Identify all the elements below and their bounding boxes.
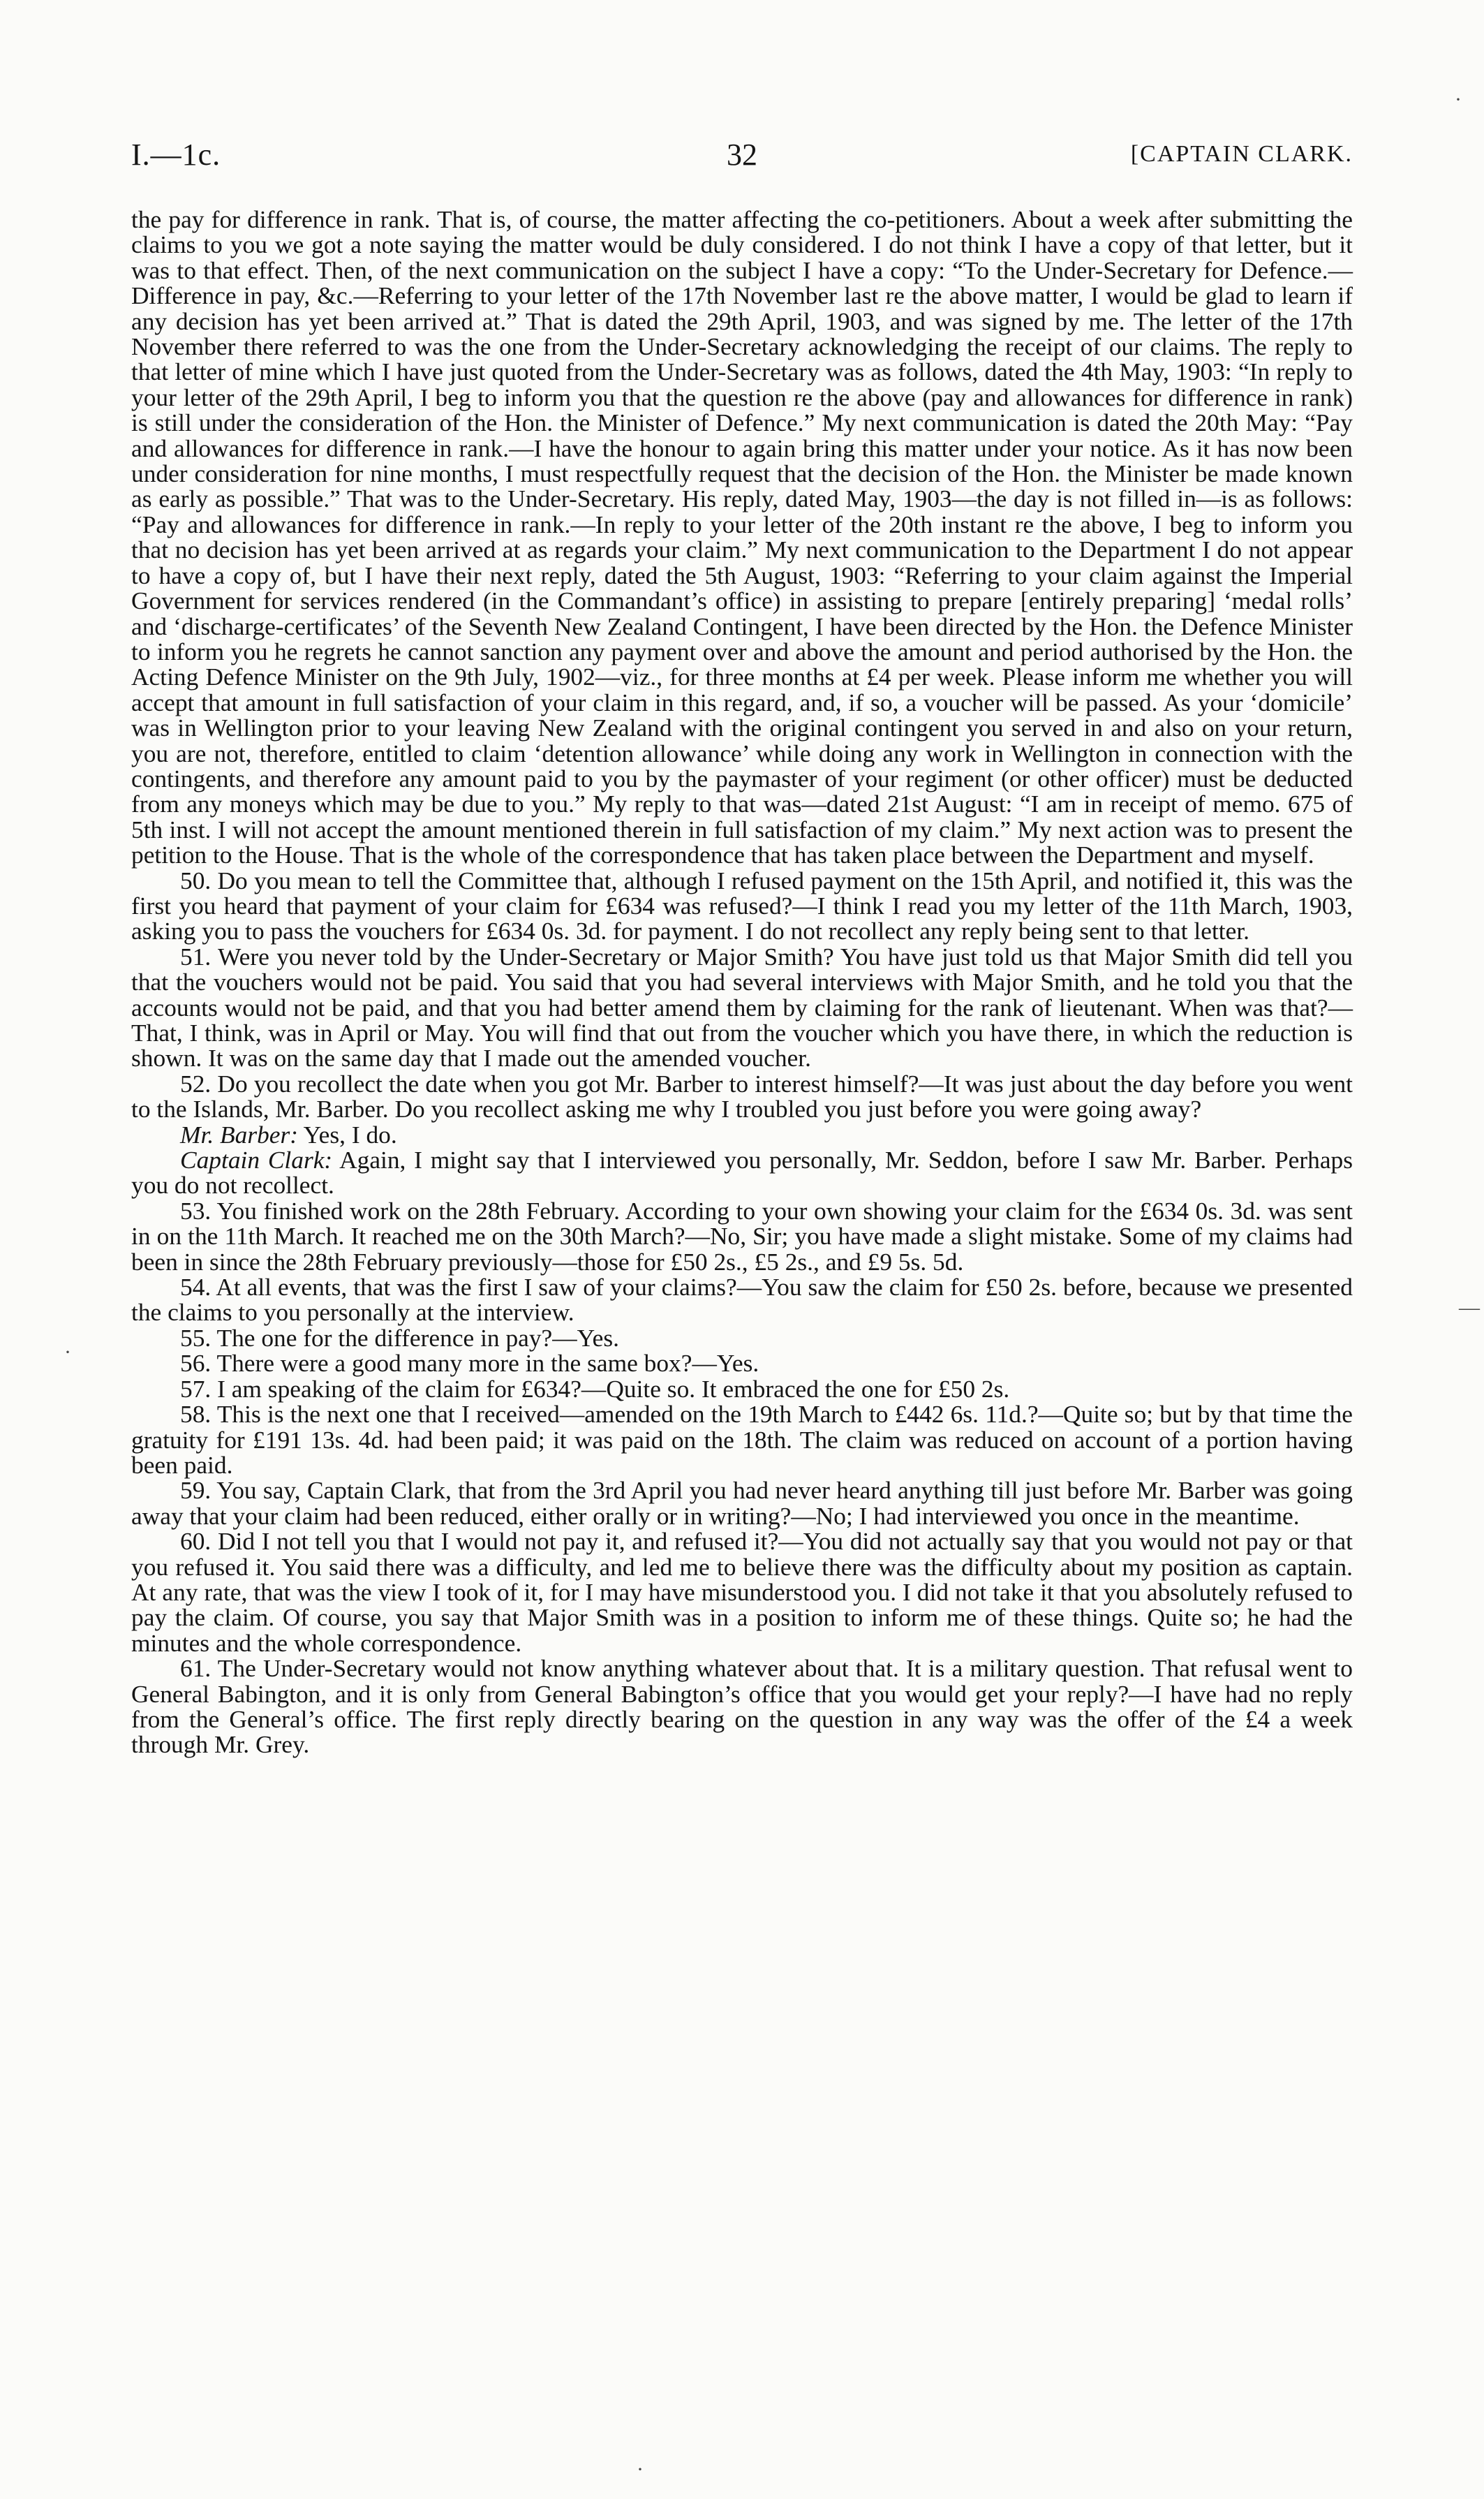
speaker-name: Captain Clark:	[180, 1146, 333, 1174]
question-paragraph: 54. At all events, that was the first I saw of your claims?—You saw the claim for £50 2s. before, because we presented the claims to you personally at the interview.	[131, 1273, 1353, 1327]
speaker-paragraph	[131, 1147, 1353, 1198]
question-paragraph: 50. Do you mean to tell the Committee that, although I refused payment on the 15th April, and notified it, this was the first you heard that payment of your claim for £634 was refused?—I think I read you my letter of the 11th March, 1903, asking you to pass the vouchers for £634 0s. 3d. for payment. I do not recollect any reply being sent to that letter.	[131, 866, 1353, 945]
scan-speck: ·	[1455, 88, 1462, 111]
question-paragraph: 56. There were a good many more in the same box?—Yes.	[180, 1349, 759, 1378]
question-paragraph: 53. You finished work on the 28th February. According to your own showing your claim for the £634 0s. 3d. was sent in on the 11th March. It reached me on the 30th March?—No, Sir; you have made a slight mistake. Some of my claims had been in since the 28th February previously—those for £50 2s., £5 2s., and £9 5s. 5d.	[131, 1196, 1353, 1276]
margin-dash: —	[1459, 1296, 1480, 1319]
scan-speck: ·	[637, 2458, 644, 2481]
speaker-text: Yes, I do.	[303, 1120, 397, 1149]
scan-speck: ·	[64, 1341, 71, 1364]
question-paragraph: 61. The Under-Secretary would not know anything whatever about that. It is a military question. That refusal went to General Babington, and it is only from General Babington’s office that you would get your reply?—I have had no reply from the General’s office. The first reply directly bearing on the question in any way was the offer of the £4 a week through Mr. Grey.	[131, 1654, 1353, 1759]
speaker-paragraph	[131, 1122, 1353, 1147]
question-paragraph: 60. Did I not tell you that I would not pay it, and refused it?—You did not actually say that you would not pay or that you refused it. You said there was a difficulty, and led me to believe there was the difficulty about my position as captain. At any rate, that was the view I took of it, for I may have misunderstood you. I did not take it that you absolutely refused to pay the claim. Of course, you say that Major Smith was in a position to inform me of these things. Quite so; he had the minutes and the whole correspondence.	[131, 1527, 1353, 1657]
question-paragraph: 58. This is the next one that I received—amended on the 19th March to £442 6s. 11d.?—Quite so; but by that time the gratuity for £191 13s. 4d. had been paid; it was paid on the 18th. The claim was reduced on account of a portion having been paid.	[131, 1400, 1353, 1479]
speaker-text: Again, I might say that I interviewed you personally, Mr. Seddon, before I saw Mr. Barber. Perhaps you do not recollect.	[131, 1146, 1353, 1200]
document-reference: I.—1c.	[131, 138, 221, 172]
page-header	[131, 137, 1353, 179]
question-paragraph: 59. You say, Captain Clark, that from the 3rd April you had never heard anything till just before Mr. Barber was going away that your claim had been reduced, either orally or in writing?—No; I had interviewed you once in the meantime.	[131, 1476, 1353, 1530]
page-number: 32	[727, 138, 757, 172]
question-paragraph: 51. Were you never told by the Under-Secretary or Major Smith? You have just told us that Major Smith did tell you that the vouchers would not be paid. You said that you had several interviews with Major Smith, and he told you that the accounts would not be paid, and that you had better amend them by claiming for the rank of lieutenant. When was that?—That, I think, was in April or May. You will find that out from the voucher which you have there, in which the reduction is shown. It was on the same day that I made out the amended voucher.	[131, 942, 1353, 1072]
running-head: [CAPTAIN CLARK.	[1130, 141, 1353, 167]
paragraph: the pay for difference in rank. That is, of course, the matter affecting the co-petitioners. About a week after submitting the claims to you we got a note saying the matter would be duly considered. I do not think I have a copy of that letter, but it was to that effect. Then, of the next communication on the subject I have a copy: “To the Under-Secretary for Defence.—Difference in pay, &c.—Referring to your letter of the 17th November last re the above matter, I would be glad to learn if any decision has yet been arrived at.” That is dated the 29th April, 1903, and was signed by me. The letter of the 17th November there referred to was the one from the Under-Secretary acknowledging the receipt of our claims. The reply to that letter of mine which I have just quoted from the Under-Secretary was as follows, dated the 4th May, 1903: “In reply to your letter of the 29th April, I beg to inform you that the question re the above (pay and allowances for difference in rank) is still under the consideration of the Hon. the Minister of Defence.” My next communication is dated the 20th May: “Pay and allowances for difference in rank.—I have the honour to again bring this matter under your notice. As it has now been under consideration for nine months, I must respectfully request that the decision of the Hon. the Minister be made known as early as possible.” That was to the Under-Secretary. His reply, dated May, 1903—the day is not filled in—is as follows: “Pay and allowances for difference in rank.—In reply to your letter of the 20th instant re the above, I beg to inform you that no decision has yet been arrived at as regards your claim.” My next communication to the Department I do not appear to have a copy of, but I have their next reply, dated the 5th August, 1903: “Referring to your claim against the Imperial Government for services rendered (in the Commandant’s office) in assisting to prepare [entirely preparing] ‘medal rolls’ and ‘discharge-certificates’ of the Seventh New Zealand Contingent, I have been directed by the Hon. the Defence Minister to inform you he regrets he cannot sanction any payment over and above the amount and period authorised by the Hon. the Acting Defence Minister on the 9th July, 1902—viz., for three months at £4 per week. Please inform me whether you will accept that amount in full satisfaction of your claim in this regard, and, if so, a voucher will be passed. As your ‘domicile’ was in Wellington prior to your leaving New Zealand with the original contingent you served in and also on your return, you are not, therefore, entitled to claim ‘detention allowance’ while doing any work in Wellington in connection with the contingents, and therefore any amount paid to you by the paymaster of your regiment (or other officer) must be deducted from any moneys which may be due to you.” My reply to that was—dated 21st August: “I am in receipt of memo. 675 of 5th inst. I will not accept the amount mentioned therein in full satisfaction of my claim.” My next action was to present the petition to the House. That is the whole of the correspondence that has taken place between the Department and myself.	[131, 205, 1353, 869]
document-body	[131, 207, 1353, 1757]
question-paragraph: 57. I am speaking of the claim for £634?—Quite so. It embraced the one for £50 2s.	[180, 1374, 1010, 1403]
question-paragraph: 52. Do you recollect the date when you got Mr. Barber to interest himself?—It was just about the day before you went to the Islands, Mr. Barber. Do you recollect asking me why I troubled you just before you were going away?	[131, 1069, 1353, 1123]
question-paragraph: 55. The one for the difference in pay?—Yes.	[180, 1323, 619, 1352]
speaker-name: Mr. Barber:	[180, 1120, 299, 1149]
